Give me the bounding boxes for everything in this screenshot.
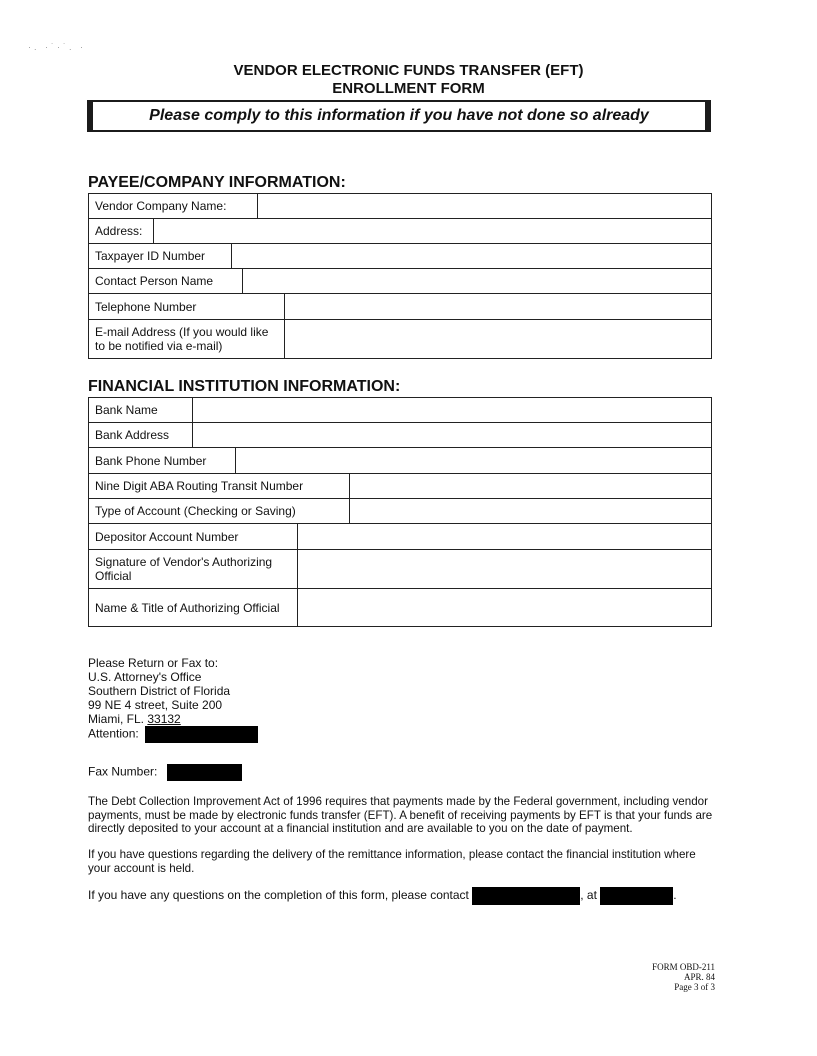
bank-row-address xyxy=(89,423,711,448)
redacted-attention-name xyxy=(145,726,258,743)
bank-row-account-type xyxy=(89,499,711,524)
official-name-field[interactable] xyxy=(298,589,711,626)
contact-person-field[interactable] xyxy=(243,269,711,293)
bank-address-label: Bank Address xyxy=(89,423,193,447)
taxpayer-id-field[interactable] xyxy=(232,244,711,268)
bank-name-label: Bank Name xyxy=(89,398,193,422)
remittance-paragraph: If you have questions regarding the delivery of the remittance information, please contact the financial institution where your account is held. xyxy=(88,848,696,875)
return-zip: 33132 xyxy=(147,712,181,726)
contact-prefix: If you have any questions on the completion of this form, please contact xyxy=(88,888,469,902)
bank-form-table xyxy=(88,397,712,627)
payee-row-email xyxy=(89,320,711,358)
signature-label: Signature of Vendor's Authorizing Official xyxy=(89,550,298,588)
bank-section-heading: FINANCIAL INSTITUTION INFORMATION: xyxy=(88,378,401,395)
address-label: Address: xyxy=(89,219,154,243)
bank-name-field[interactable] xyxy=(193,398,711,422)
attention-line xyxy=(88,726,258,743)
payee-row-address xyxy=(89,219,711,244)
return-address-block xyxy=(88,656,258,743)
form-title-line2: ENROLLMENT FORM xyxy=(332,80,485,97)
payee-row-taxpayer-id xyxy=(89,244,711,269)
taxpayer-id-label: Taxpayer ID Number xyxy=(89,244,232,268)
account-type-field[interactable] xyxy=(350,499,711,523)
dcia-paragraph: The Debt Collection Improvement Act of 1996 requires that payments made by the Federal government, including vendor payments, must be made by electronic funds transfer (EFT). A benefit of receiving payments by EFT is that your funds are directly deposited to your account at a financial institution and are available to you on the date of payment. xyxy=(88,795,713,835)
redacted-fax-number xyxy=(167,764,242,781)
bank-address-field[interactable] xyxy=(193,423,711,447)
redacted-contact-name xyxy=(472,887,580,905)
account-number-field[interactable] xyxy=(298,524,711,549)
scan-artifact: ·. ·˙·˙. · xyxy=(28,42,86,52)
vendor-company-field[interactable] xyxy=(258,194,711,218)
email-label: E-mail Address (If you would like to be notified via e-mail) xyxy=(89,320,285,358)
payee-section-heading: PAYEE/COMPANY INFORMATION: xyxy=(88,174,346,191)
official-name-label: Name & Title of Authorizing Official xyxy=(89,589,298,626)
form-date: APR. 84 xyxy=(683,972,715,982)
routing-number-label: Nine Digit ABA Routing Transit Number xyxy=(89,474,350,498)
return-city: Miami, FL. xyxy=(88,712,145,726)
form-number: FORM OBD-211 xyxy=(652,962,715,972)
fax-label: Fax Number: xyxy=(88,764,158,779)
routing-number-field[interactable] xyxy=(350,474,711,498)
return-instruction: Please Return or Fax to: xyxy=(88,656,219,670)
signature-field[interactable] xyxy=(298,550,711,588)
attention-label: Attention: xyxy=(88,726,139,741)
return-street: 99 NE 4 street, Suite 200 xyxy=(88,698,223,712)
compliance-banner xyxy=(87,100,711,132)
address-field[interactable] xyxy=(154,219,711,243)
page-number: Page 3 of 3 xyxy=(674,982,715,992)
email-field[interactable] xyxy=(285,320,711,358)
payee-row-telephone xyxy=(89,294,711,320)
contact-person-label: Contact Person Name xyxy=(89,269,243,293)
bank-row-name xyxy=(89,398,711,423)
bank-row-signature xyxy=(89,550,711,589)
contact-mid: , at xyxy=(580,888,597,902)
return-district: Southern District of Florida xyxy=(88,684,231,698)
compliance-banner-text: Please comply to this information if you have not done so already xyxy=(93,102,705,130)
bank-row-phone xyxy=(89,448,711,474)
bank-phone-field[interactable] xyxy=(236,448,711,473)
vendor-company-label: Vendor Company Name: xyxy=(89,194,258,218)
telephone-field[interactable] xyxy=(285,294,711,319)
contact-end: . xyxy=(673,888,677,902)
fax-line xyxy=(88,764,242,781)
redacted-contact-phone xyxy=(600,887,673,905)
return-office: U.S. Attorney's Office xyxy=(88,670,202,684)
contact-line xyxy=(88,886,677,905)
account-number-label: Depositor Account Number xyxy=(89,524,298,549)
return-city-line xyxy=(88,712,258,726)
account-type-label: Type of Account (Checking or Saving) xyxy=(89,499,350,523)
form-footer xyxy=(652,962,715,992)
bank-row-routing xyxy=(89,474,711,499)
payee-row-contact-person xyxy=(89,269,711,294)
payee-row-vendor-company xyxy=(89,194,711,219)
bank-phone-label: Bank Phone Number xyxy=(89,448,236,473)
form-title-line1: VENDOR ELECTRONIC FUNDS TRANSFER (EFT) xyxy=(233,62,584,79)
payee-form-table xyxy=(88,193,712,359)
bank-row-official-name xyxy=(89,589,711,626)
telephone-label: Telephone Number xyxy=(89,294,285,319)
bank-row-account-number xyxy=(89,524,711,550)
